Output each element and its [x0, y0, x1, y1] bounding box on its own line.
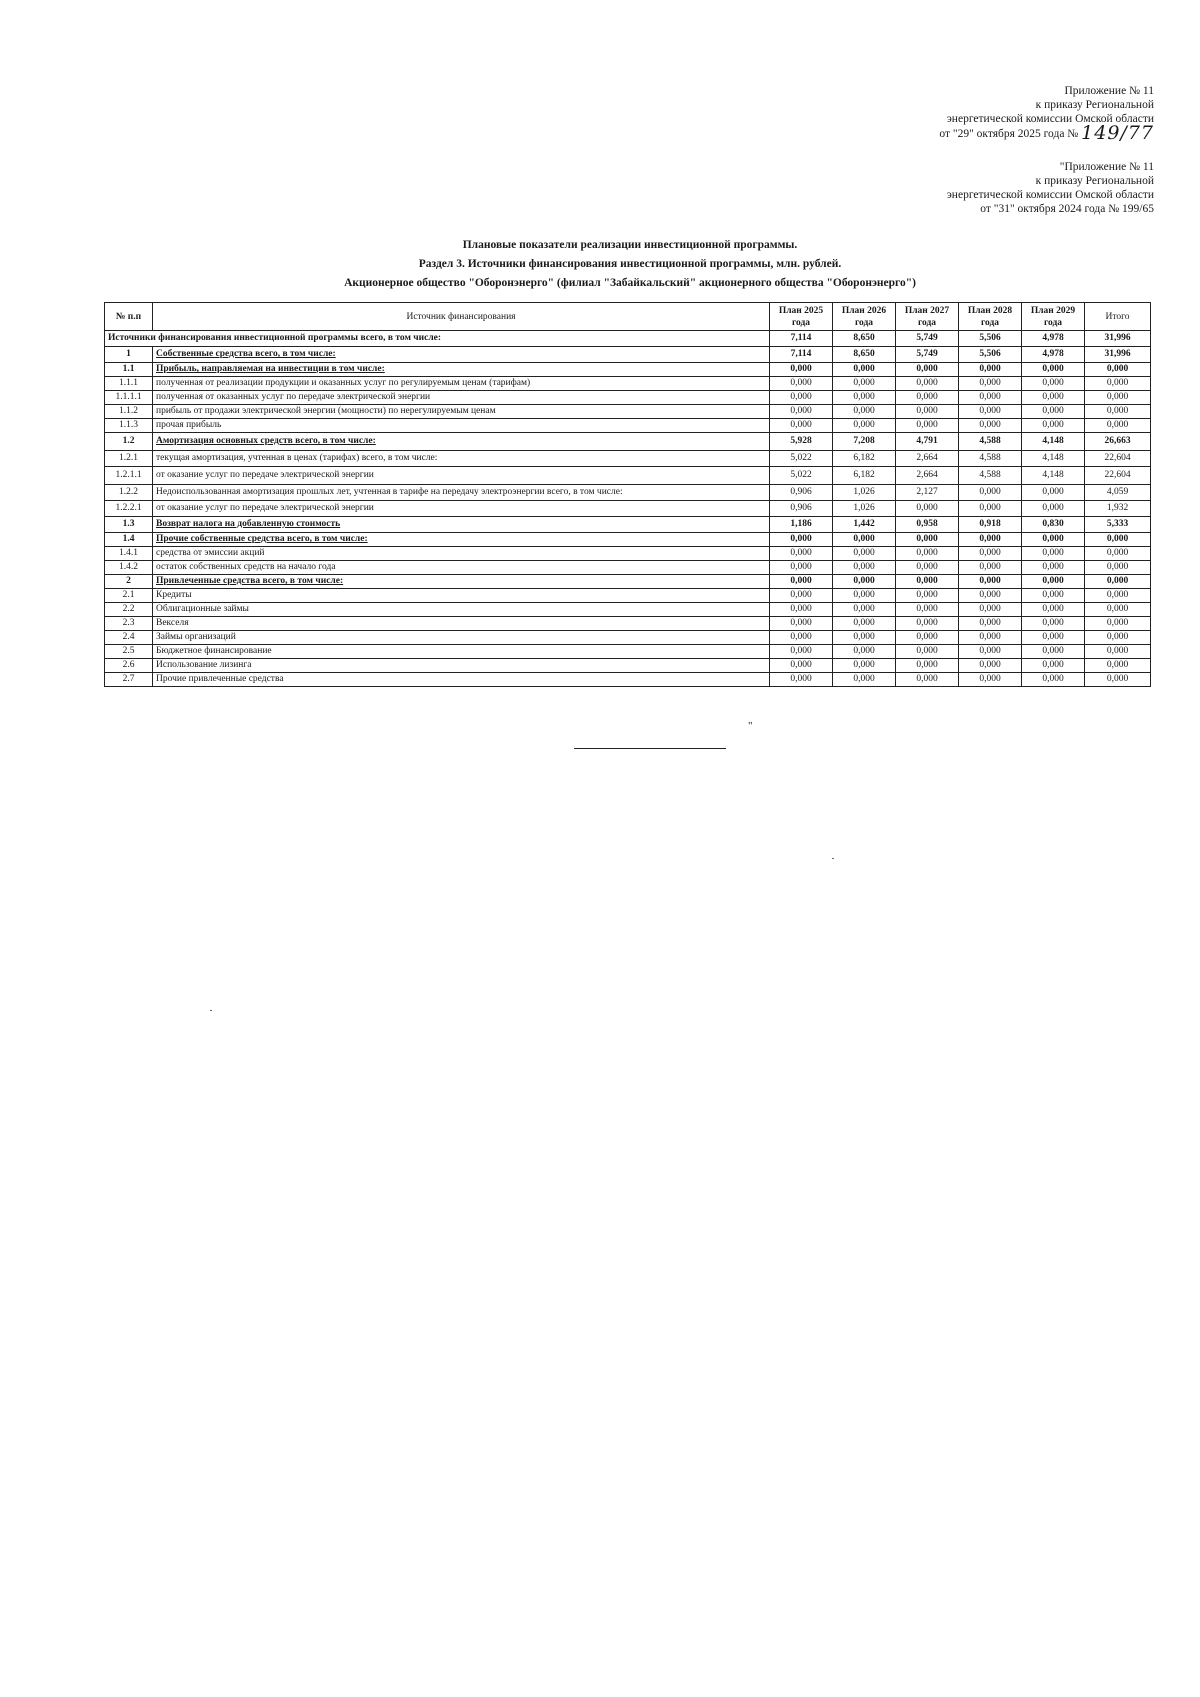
- row-number: 1.1: [105, 363, 153, 377]
- row-source: Кредиты: [153, 589, 770, 603]
- row-number: 1.1.2: [105, 405, 153, 419]
- cell-plan-2026: 0,000: [833, 363, 896, 377]
- cell-plan-2025: 0,000: [770, 405, 833, 419]
- cell-plan-2029: 0,000: [1022, 485, 1085, 501]
- cell-plan-2028: 0,000: [959, 673, 1022, 687]
- row-source: Привлеченные средства всего, в том числе:: [153, 575, 770, 589]
- table-row: [105, 659, 1151, 673]
- cell-total: 0,000: [1085, 547, 1151, 561]
- cell-plan-2025: 5,928: [770, 433, 833, 451]
- row-number: 1.3: [105, 517, 153, 533]
- row-number: 2.1: [105, 589, 153, 603]
- cell-total: 0,000: [1085, 363, 1151, 377]
- cell-plan-2028: 0,000: [959, 419, 1022, 433]
- cell-plan-2025: 0,000: [770, 561, 833, 575]
- cell-plan-2026: 0,000: [833, 617, 896, 631]
- cell-plan-2026: 0,000: [833, 561, 896, 575]
- cell-plan-2028: 0,000: [959, 377, 1022, 391]
- header-plan-2026: План 2026 года: [833, 303, 896, 331]
- row-source: текущая амортизация, учтенная в ценах (тарифах) всего, в том числе:: [153, 451, 770, 467]
- cell-plan-2026: 0,000: [833, 673, 896, 687]
- cell-total: 0,000: [1085, 561, 1151, 575]
- cell-plan-2029: 0,000: [1022, 391, 1085, 405]
- row-number: 1.1.1.1: [105, 391, 153, 405]
- table-row: [105, 547, 1151, 561]
- cell-total: 0,000: [1085, 617, 1151, 631]
- row-number: 2: [105, 575, 153, 589]
- header-total: Итого: [1085, 303, 1151, 331]
- cell-plan-2028: 0,000: [959, 589, 1022, 603]
- row-source: Займы организаций: [153, 631, 770, 645]
- row-number: 1.2.1: [105, 451, 153, 467]
- row-source: от оказание услуг по передаче электрической энергии: [153, 467, 770, 485]
- row-source: средства от эмиссии акций: [153, 547, 770, 561]
- table-row: [105, 433, 1151, 451]
- row-number: 1.2.2.1: [105, 501, 153, 517]
- cell-plan-2027: 0,000: [896, 363, 959, 377]
- table-row: [105, 631, 1151, 645]
- cell-total: 26,663: [1085, 433, 1151, 451]
- header-plan-2029: План 2029 года: [1022, 303, 1085, 331]
- cell-plan-2026: 0,000: [833, 603, 896, 617]
- table-row: [105, 617, 1151, 631]
- cell-plan-2026: 0,000: [833, 631, 896, 645]
- cell-plan-2028: 4,588: [959, 451, 1022, 467]
- cell-plan-2026: 1,442: [833, 517, 896, 533]
- cell-plan-2027: 0,000: [896, 547, 959, 561]
- cell-plan-2026: 8,650: [833, 347, 896, 363]
- row-source: Прочие привлеченные средства: [153, 673, 770, 687]
- table-row: [105, 645, 1151, 659]
- approval-line: энергетической комиссии Омской области: [946, 189, 1154, 201]
- row-number: 2.2: [105, 603, 153, 617]
- cell-total: 5,333: [1085, 517, 1151, 533]
- cell-total: 0,000: [1085, 405, 1151, 419]
- cell-plan-2029: 0,000: [1022, 547, 1085, 561]
- cell-plan-2029: 4,148: [1022, 467, 1085, 485]
- row-source: Использование лизинга: [153, 659, 770, 673]
- cell-plan-2027: 0,000: [896, 405, 959, 419]
- cell-plan-2027: 0,000: [896, 673, 959, 687]
- scan-speck: [832, 858, 834, 859]
- cell-plan-2029: 0,000: [1022, 603, 1085, 617]
- cell-plan-2027: 5,749: [896, 347, 959, 363]
- cell-plan-2026: 0,000: [833, 391, 896, 405]
- table-row: [105, 485, 1151, 501]
- cell-plan-2027: 5,749: [896, 331, 959, 347]
- table-row: [105, 347, 1151, 363]
- row-source: прочая прибыль: [153, 419, 770, 433]
- cell-plan-2027: 0,000: [896, 533, 959, 547]
- approval-line: Приложение № 11: [1064, 85, 1154, 97]
- approval-block-previous: [947, 160, 1154, 216]
- row-number: 1.4.1: [105, 547, 153, 561]
- row-source: полученная от оказанных услуг по передаче электрической энергии: [153, 391, 770, 405]
- cell-plan-2025: 0,000: [770, 575, 833, 589]
- table-row: [105, 533, 1151, 547]
- row-source: Собственные средства всего, в том числе:: [153, 347, 770, 363]
- table-row: [105, 673, 1151, 687]
- cell-plan-2026: 0,000: [833, 589, 896, 603]
- cell-plan-2029: 0,830: [1022, 517, 1085, 533]
- scan-speck: [210, 1010, 212, 1011]
- cell-plan-2025: 0,000: [770, 589, 833, 603]
- cell-plan-2026: 0,000: [833, 533, 896, 547]
- cell-plan-2027: 4,791: [896, 433, 959, 451]
- cell-plan-2026: 0,000: [833, 405, 896, 419]
- row-number: 1.4: [105, 533, 153, 547]
- cell-plan-2028: 0,918: [959, 517, 1022, 533]
- approval-line: к приказу Региональной: [1035, 99, 1154, 111]
- cell-plan-2025: 5,022: [770, 467, 833, 485]
- row-source: прибыль от продажи электрической энергии (мощности) по нерегулируемым ценам: [153, 405, 770, 419]
- row-source: Векселя: [153, 617, 770, 631]
- cell-plan-2025: 1,186: [770, 517, 833, 533]
- cell-total: 0,000: [1085, 391, 1151, 405]
- cell-plan-2025: 0,000: [770, 659, 833, 673]
- cell-total: 0,000: [1085, 631, 1151, 645]
- row-number: 2.7: [105, 673, 153, 687]
- row-source: Недоиспользованная амортизация прошлых лет, учтенная в тарифе на передачу электроэнергии всего, в том числе:: [153, 485, 770, 501]
- header-plan-2025: План 2025 года: [770, 303, 833, 331]
- row-source: Прочие собственные средства всего, в том числе:: [153, 533, 770, 547]
- document-title: Плановые показатели реализации инвестиционной программы.: [462, 239, 798, 251]
- table-row: [105, 589, 1151, 603]
- table-row: [105, 377, 1151, 391]
- cell-total: 0,000: [1085, 575, 1151, 589]
- cell-plan-2025: 0,000: [770, 363, 833, 377]
- cell-plan-2026: 6,182: [833, 451, 896, 467]
- cell-total: 0,000: [1085, 589, 1151, 603]
- cell-plan-2028: 5,506: [959, 347, 1022, 363]
- cell-plan-2029: 0,000: [1022, 589, 1085, 603]
- table-row: [105, 517, 1151, 533]
- row-number: 2.3: [105, 617, 153, 631]
- approval-date-line: [939, 122, 1154, 144]
- row-number: 2.5: [105, 645, 153, 659]
- cell-plan-2027: 2,127: [896, 485, 959, 501]
- cell-plan-2027: 0,958: [896, 517, 959, 533]
- cell-total: 22,604: [1085, 467, 1151, 485]
- cell-plan-2028: 0,000: [959, 631, 1022, 645]
- cell-total: 31,996: [1085, 347, 1151, 363]
- cell-plan-2029: 4,978: [1022, 331, 1085, 347]
- cell-total: 31,996: [1085, 331, 1151, 347]
- row-source: полученная от реализации продукции и оказанных услуг по регулируемым ценам (тарифам): [153, 377, 770, 391]
- table-row: [105, 501, 1151, 517]
- financing-table: [104, 302, 1151, 687]
- cell-plan-2025: 7,114: [770, 331, 833, 347]
- header-plan-2028: План 2028 года: [959, 303, 1022, 331]
- company-title: Акционерное общество "Оборонэнерго" (филиал "Забайкальский" акционерного общества "Оборонэнерго"): [344, 277, 916, 289]
- closing-quote: ": [748, 720, 753, 732]
- cell-plan-2025: 0,000: [770, 419, 833, 433]
- cell-total: 0,000: [1085, 645, 1151, 659]
- row-number: 1.2.1.1: [105, 467, 153, 485]
- table-header-row: [105, 303, 1151, 331]
- cell-total: 1,932: [1085, 501, 1151, 517]
- row-source: Бюджетное финансирование: [153, 645, 770, 659]
- cell-plan-2029: 0,000: [1022, 561, 1085, 575]
- cell-plan-2028: 0,000: [959, 405, 1022, 419]
- handwritten-order-number: 149/77: [1081, 122, 1154, 144]
- separator-line: [574, 748, 726, 749]
- cell-plan-2026: 1,026: [833, 501, 896, 517]
- cell-plan-2028: 0,000: [959, 603, 1022, 617]
- cell-plan-2027: 0,000: [896, 631, 959, 645]
- cell-plan-2027: 0,000: [896, 377, 959, 391]
- approval-line: от "31" октября 2024 года № 199/65: [980, 203, 1154, 215]
- document-headings: [0, 236, 1200, 293]
- cell-plan-2029: 4,148: [1022, 433, 1085, 451]
- cell-plan-2029: 0,000: [1022, 405, 1085, 419]
- row-number: 1.2: [105, 433, 153, 451]
- cell-plan-2028: 0,000: [959, 547, 1022, 561]
- cell-plan-2027: 0,000: [896, 589, 959, 603]
- row-number: 2.6: [105, 659, 153, 673]
- table-row: [105, 467, 1151, 485]
- cell-plan-2026: 0,000: [833, 419, 896, 433]
- table-row: [105, 363, 1151, 377]
- cell-plan-2028: 4,588: [959, 433, 1022, 451]
- cell-plan-2025: 0,000: [770, 547, 833, 561]
- cell-plan-2029: 0,000: [1022, 419, 1085, 433]
- cell-plan-2028: 4,588: [959, 467, 1022, 485]
- cell-plan-2029: 0,000: [1022, 363, 1085, 377]
- cell-plan-2025: 0,000: [770, 645, 833, 659]
- cell-plan-2027: 0,000: [896, 617, 959, 631]
- cell-plan-2025: 0,000: [770, 617, 833, 631]
- cell-plan-2025: 0,000: [770, 673, 833, 687]
- cell-plan-2027: 0,000: [896, 561, 959, 575]
- cell-plan-2026: 8,650: [833, 331, 896, 347]
- header-plan-2027: План 2027 года: [896, 303, 959, 331]
- cell-plan-2027: 2,664: [896, 467, 959, 485]
- row-number: 1.2.2: [105, 485, 153, 501]
- cell-total: 0,000: [1085, 377, 1151, 391]
- row-source: Облигационные займы: [153, 603, 770, 617]
- cell-plan-2029: 0,000: [1022, 645, 1085, 659]
- cell-plan-2026: 1,026: [833, 485, 896, 501]
- cell-total: 4,059: [1085, 485, 1151, 501]
- cell-plan-2025: 7,114: [770, 347, 833, 363]
- table-row: [105, 419, 1151, 433]
- table-row: [105, 575, 1151, 589]
- cell-plan-2028: 0,000: [959, 501, 1022, 517]
- approval-line: энергетической комиссии Омской области: [946, 113, 1154, 125]
- row-source: от оказание услуг по передаче электрической энергии: [153, 501, 770, 517]
- row-source: Возврат налога на добавленную стоимость: [153, 517, 770, 533]
- cell-plan-2025: 0,000: [770, 391, 833, 405]
- row-number: 1: [105, 347, 153, 363]
- cell-plan-2027: 0,000: [896, 391, 959, 405]
- cell-plan-2026: 0,000: [833, 659, 896, 673]
- cell-plan-2025: 0,000: [770, 533, 833, 547]
- cell-plan-2028: 0,000: [959, 617, 1022, 631]
- cell-plan-2028: 0,000: [959, 645, 1022, 659]
- row-source: Амортизация основных средств всего, в том числе:: [153, 433, 770, 451]
- cell-plan-2025: 0,906: [770, 501, 833, 517]
- cell-plan-2026: 7,208: [833, 433, 896, 451]
- cell-total: 0,000: [1085, 419, 1151, 433]
- cell-plan-2026: 0,000: [833, 547, 896, 561]
- cell-plan-2026: 0,000: [833, 645, 896, 659]
- cell-plan-2028: 0,000: [959, 561, 1022, 575]
- cell-total: 0,000: [1085, 603, 1151, 617]
- cell-plan-2026: 0,000: [833, 575, 896, 589]
- cell-plan-2028: 0,000: [959, 391, 1022, 405]
- approval-line: к приказу Региональной: [1035, 175, 1154, 187]
- cell-plan-2028: 0,000: [959, 575, 1022, 589]
- cell-plan-2029: 0,000: [1022, 377, 1085, 391]
- row-number: 1.1.3: [105, 419, 153, 433]
- cell-plan-2027: 0,000: [896, 659, 959, 673]
- cell-plan-2028: 0,000: [959, 533, 1022, 547]
- cell-plan-2026: 0,000: [833, 377, 896, 391]
- header-num: № п.п: [105, 303, 153, 331]
- table-row: [105, 561, 1151, 575]
- table-row: [105, 391, 1151, 405]
- row-number: 2.4: [105, 631, 153, 645]
- approval-date: от "29" октября 2025 года №: [939, 128, 1079, 140]
- cell-plan-2029: 0,000: [1022, 617, 1085, 631]
- cell-plan-2028: 5,506: [959, 331, 1022, 347]
- cell-plan-2027: 0,000: [896, 501, 959, 517]
- cell-plan-2027: 0,000: [896, 419, 959, 433]
- row-number: 1.4.2: [105, 561, 153, 575]
- cell-plan-2029: 0,000: [1022, 575, 1085, 589]
- cell-plan-2029: 4,148: [1022, 451, 1085, 467]
- table-row: [105, 451, 1151, 467]
- cell-total: 22,604: [1085, 451, 1151, 467]
- cell-plan-2028: 0,000: [959, 659, 1022, 673]
- cell-plan-2027: 2,664: [896, 451, 959, 467]
- cell-plan-2027: 0,000: [896, 603, 959, 617]
- approval-line: "Приложение № 11: [1059, 161, 1154, 173]
- cell-plan-2029: 4,978: [1022, 347, 1085, 363]
- row-source: остаток собственных средств на начало года: [153, 561, 770, 575]
- cell-plan-2025: 0,906: [770, 485, 833, 501]
- cell-plan-2027: 0,000: [896, 645, 959, 659]
- cell-plan-2025: 0,000: [770, 377, 833, 391]
- cell-plan-2029: 0,000: [1022, 673, 1085, 687]
- approval-block-new: [939, 84, 1154, 144]
- table-row: [105, 331, 1151, 347]
- section-title: Раздел 3. Источники финансирования инвестиционной программы, млн. рублей.: [418, 258, 842, 270]
- cell-plan-2025: 0,000: [770, 631, 833, 645]
- cell-total: 0,000: [1085, 659, 1151, 673]
- cell-plan-2025: 0,000: [770, 603, 833, 617]
- cell-plan-2025: 5,022: [770, 451, 833, 467]
- header-source: Источник финансирования: [153, 303, 770, 331]
- cell-plan-2028: 0,000: [959, 485, 1022, 501]
- cell-total: 0,000: [1085, 533, 1151, 547]
- cell-plan-2029: 0,000: [1022, 501, 1085, 517]
- cell-plan-2029: 0,000: [1022, 533, 1085, 547]
- cell-plan-2029: 0,000: [1022, 659, 1085, 673]
- cell-plan-2026: 6,182: [833, 467, 896, 485]
- cell-plan-2028: 0,000: [959, 363, 1022, 377]
- table-row: [105, 603, 1151, 617]
- cell-plan-2027: 0,000: [896, 575, 959, 589]
- table-row: [105, 405, 1151, 419]
- row-source: Прибыль, направляемая на инвестиции в том числе:: [153, 363, 770, 377]
- row-source: Источники финансирования инвестиционной программы всего, в том числе:: [105, 331, 770, 347]
- row-number: 1.1.1: [105, 377, 153, 391]
- cell-plan-2029: 0,000: [1022, 631, 1085, 645]
- cell-total: 0,000: [1085, 673, 1151, 687]
